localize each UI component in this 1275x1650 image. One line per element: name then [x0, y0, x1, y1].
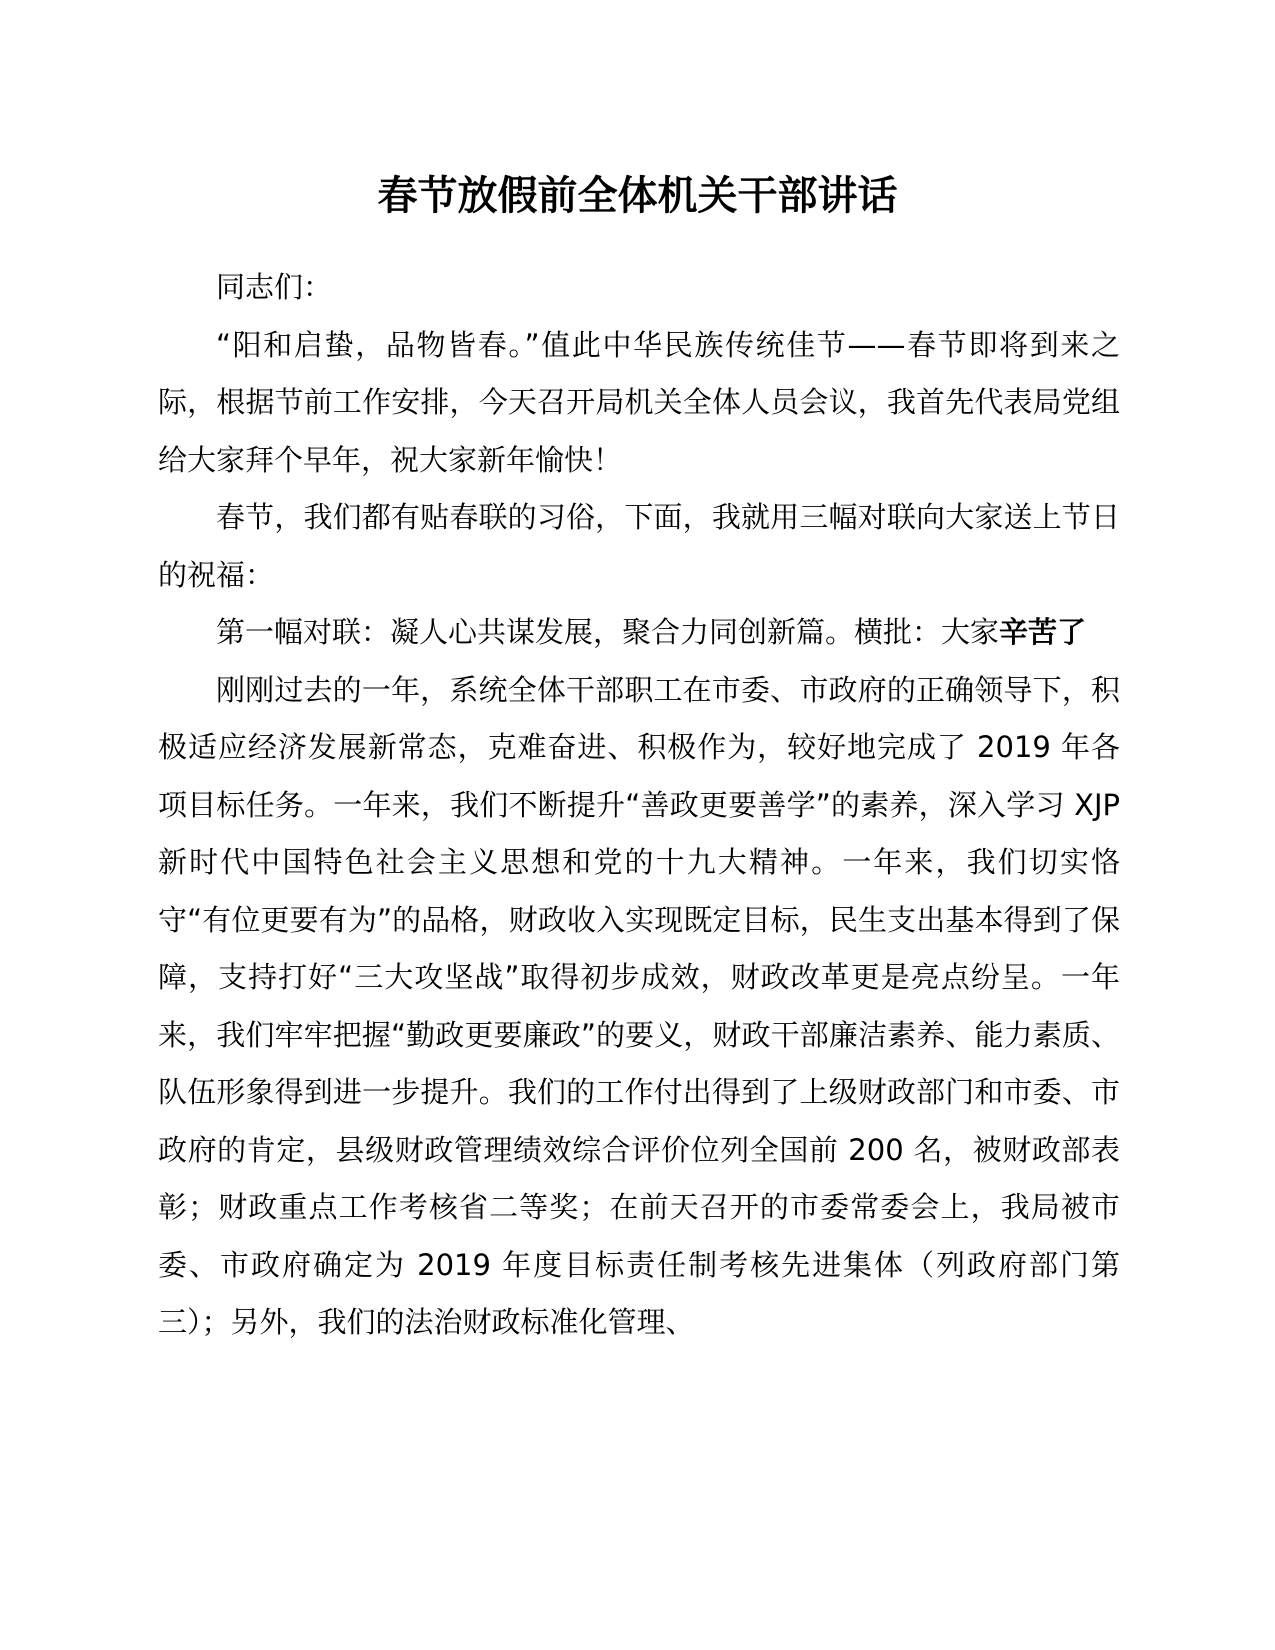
- paragraph-year-review: 刚刚过去的一年，系统全体干部职工在市委、市政府的正确领导下，积极适应经济发展新常态，克难奋进、积极作为，较好地完成了 2019 年各项目标任务。一年来，我们不断提升“善政更要善学”的素养，深入学习 XJP 新时代中国特色社会主义思想和党的十九大精神。一年来，我们切实恪守“有位更要有为”的品格，财政收入实现既定目标，民生支出基本得到了保障，支持打好“三大攻坚战”取得初步成效，财政改革更是亮点纷呈。一年来，我们牢牢把握“勤政更要廉政”的要义，财政干部廉洁素养、能力素质、队伍形象得到进一步提升。我们的工作付出得到了上级财政部门和市委、市政府的肯定，县级财政管理绩效综合评价位列全国前 200 名，被财政部表彰；财政重点工作考核省二等奖；在前天召开的市委常委会上，我局被市委、市政府确定为 2019 年度目标责任制考核先进集体（列政府部门第三）；另外，我们的法治财政标准化管理、: [158, 672, 1120, 1339]
- document-body: [158, 259, 1120, 1352]
- paragraph-opening: “阳和启蛰，品物皆春。”值此中华民族传统佳节——春节即将到来之际，根据节前工作安排，今天召开局机关全体人员会议，我首先代表局党组给大家拜个早年，祝大家新年愉快！: [158, 327, 1120, 477]
- salutation: 同志们：: [216, 270, 333, 304]
- paragraph-couplets-intro: 春节，我们都有贴春联的习俗，下面，我就用三幅对联向大家送上节日的祝福：: [158, 500, 1120, 592]
- document-title: 春节放假前全体机关干部讲话: [377, 173, 898, 219]
- paragraph-couplet-one: [158, 604, 1120, 662]
- couplet-one-text: 第一幅对联：凝人心共谋发展，聚合力同创新篇。横批：大家: [216, 615, 1000, 649]
- couplet-one-banner: 辛苦了: [999, 615, 1087, 649]
